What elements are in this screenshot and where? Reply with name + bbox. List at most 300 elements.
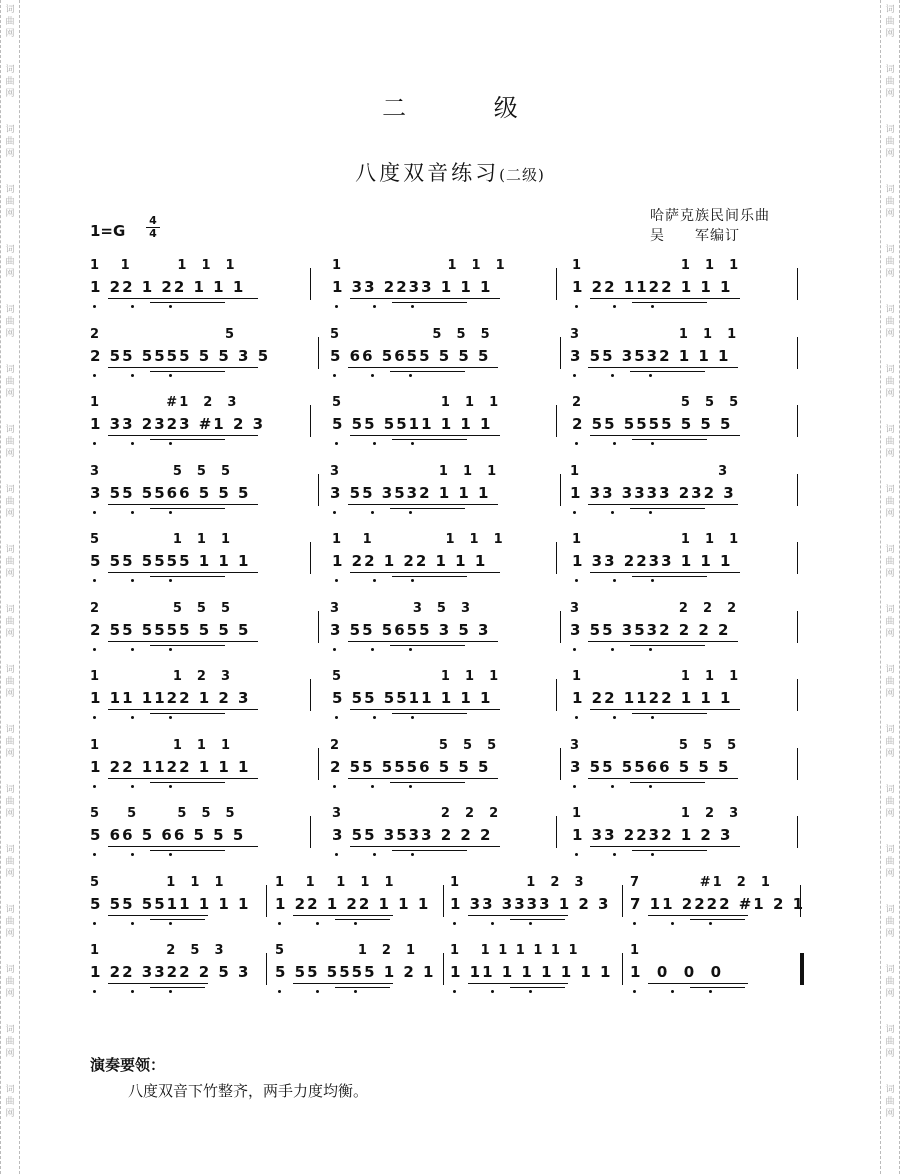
beam-underline-double [632, 576, 707, 577]
watermark-group [1, 300, 19, 360]
upper-octave-notes: 1 1 1 1 1 [332, 532, 505, 547]
barline [797, 748, 798, 780]
watermark-char: 网 [885, 869, 895, 879]
watermark-char: 网 [5, 629, 15, 639]
barline [797, 611, 798, 643]
upper-octave-notes: 5 1 2 1 [275, 943, 418, 958]
watermark-group [1, 960, 19, 1020]
octave-dot [671, 990, 674, 993]
watermark-char: 网 [5, 929, 15, 939]
lower-octave-notes: 3 55 3532 1 1 1 [570, 346, 731, 365]
watermark-char: 词 [5, 365, 15, 375]
barline [310, 268, 311, 300]
octave-dot [573, 648, 576, 651]
lower-octave-notes: 5 66 5655 5 5 5 [330, 346, 491, 365]
watermark-char: 网 [885, 29, 895, 39]
beam-underline [468, 915, 568, 916]
watermark-char: 曲 [885, 557, 895, 567]
watermark-group [881, 660, 899, 720]
octave-dot [573, 511, 576, 514]
watermark-group [1, 660, 19, 720]
watermark-group [881, 1080, 899, 1140]
barline [622, 885, 623, 917]
lower-octave-notes: 1 22 1 22 1 1 1 [90, 278, 246, 296]
barline [310, 679, 311, 711]
barline [797, 542, 798, 574]
beam-underline [468, 983, 568, 984]
watermark-char: 网 [5, 689, 15, 699]
octave-dot [573, 374, 576, 377]
barline [556, 816, 557, 848]
octave-dot [373, 716, 376, 719]
watermark-char: 词 [5, 245, 15, 255]
watermark-char: 曲 [885, 1037, 895, 1047]
octave-dot [278, 990, 281, 993]
watermark-char: 网 [885, 509, 895, 519]
barline [556, 679, 557, 711]
watermark-char: 网 [5, 209, 15, 219]
beam-underline-double [630, 782, 705, 783]
watermark-char: 网 [885, 89, 895, 99]
beam-underline [350, 298, 500, 299]
barline [556, 405, 557, 437]
lower-octave-notes: 3 55 5566 5 5 5 [570, 757, 731, 776]
upper-octave-notes: 2 5 5 5 [572, 395, 741, 410]
watermark-char: 词 [5, 965, 15, 975]
lower-octave-notes: 2 55 5556 5 5 5 [330, 757, 491, 776]
barline [310, 405, 311, 437]
octave-dot [169, 990, 172, 993]
watermark-char: 词 [885, 485, 895, 495]
octave-dot [354, 990, 357, 993]
beam-underline-double [335, 919, 390, 920]
beam-underline-double [632, 439, 707, 440]
beam-underline-double [510, 919, 565, 920]
octave-dot [93, 853, 96, 856]
final-barline [800, 953, 804, 985]
octave-dot [611, 785, 614, 788]
watermark-char: 网 [5, 329, 15, 339]
beam-underline [350, 709, 500, 710]
watermark-char: 曲 [5, 77, 15, 87]
watermark-char: 曲 [885, 257, 895, 267]
beam-underline [350, 435, 500, 436]
octave-dot [371, 374, 374, 377]
beam-underline-double [335, 987, 390, 988]
octave-dot [131, 374, 134, 377]
octave-dot [169, 922, 172, 925]
beam-underline [108, 435, 258, 436]
watermark-char: 网 [5, 509, 15, 519]
watermark-char: 词 [885, 665, 895, 675]
tips-heading: 演奏要领： [90, 1056, 166, 1074]
watermark-char: 词 [5, 605, 15, 615]
watermark-char: 网 [885, 149, 895, 159]
watermark-char: 曲 [885, 1097, 895, 1107]
octave-dot [278, 922, 281, 925]
octave-dot [131, 648, 134, 651]
lower-octave-notes: 3 55 5655 3 5 3 [330, 620, 491, 639]
upper-octave-notes: 1 3 [570, 463, 730, 479]
watermark-char: 曲 [5, 797, 15, 807]
watermark-group [1, 1020, 19, 1080]
watermark-char: 曲 [5, 917, 15, 927]
beam-underline-double [630, 645, 705, 646]
octave-dot [93, 716, 96, 719]
watermark-group [1, 600, 19, 660]
watermark-char: 词 [885, 845, 895, 855]
octave-dot [371, 785, 374, 788]
lower-octave-notes: 1 22 1122 1 1 1 [572, 278, 733, 296]
octave-dot [316, 990, 319, 993]
upper-octave-notes: 5 1 1 1 [90, 532, 233, 547]
watermark-char: 网 [885, 1109, 895, 1119]
arranger-credit: 吴 军编订 [650, 228, 740, 244]
octave-dot [651, 579, 654, 582]
upper-octave-notes: 5 1 1 1 [332, 669, 501, 684]
watermark-char: 网 [5, 749, 15, 759]
beam-underline-double [150, 919, 205, 920]
octave-dot [409, 785, 412, 788]
octave-dot [371, 648, 374, 651]
octave-dot [373, 305, 376, 308]
octave-dot [411, 716, 414, 719]
watermark-char: 曲 [885, 617, 895, 627]
octave-dot [131, 716, 134, 719]
beam-underline-double [392, 850, 467, 851]
lower-octave-notes: 3 55 5566 5 5 5 [90, 483, 251, 502]
lower-octave-notes: 7 11 2222 #1 2 1 [630, 894, 806, 913]
watermark-char: 网 [885, 929, 895, 939]
octave-dot [575, 442, 578, 445]
beam-underline-double [150, 302, 225, 303]
octave-dot [573, 785, 576, 788]
upper-octave-notes: 5 1 1 1 [332, 395, 501, 410]
octave-dot [131, 990, 134, 993]
upper-octave-notes: 1 1 1 1 1 [90, 258, 237, 273]
watermark-char: 词 [5, 305, 15, 315]
watermark-group [881, 840, 899, 900]
upper-octave-notes: 1 1 1 1 [572, 669, 741, 684]
octave-dot [371, 511, 374, 514]
beam-underline-double [392, 302, 467, 303]
barline [310, 542, 311, 574]
upper-octave-notes: 5 5 5 5 5 [90, 806, 237, 821]
octave-dot [411, 579, 414, 582]
watermark-char: 词 [5, 425, 15, 435]
upper-octave-notes: 1 1 2 3 [572, 806, 741, 821]
octave-dot [651, 853, 654, 856]
octave-dot [131, 511, 134, 514]
watermark-char: 网 [885, 989, 895, 999]
beam-underline [348, 641, 498, 642]
watermark-char: 网 [885, 449, 895, 459]
beam-underline-double [690, 987, 745, 988]
watermark-char: 曲 [5, 137, 15, 147]
watermark-char: 词 [5, 185, 15, 195]
time-signature-top: 4 [149, 214, 157, 227]
octave-dot [333, 785, 336, 788]
tips-text: 八度双音下竹整齐，两手力度均衡。 [128, 1082, 369, 1100]
lower-octave-notes: 3 55 3532 2 2 2 [570, 620, 731, 639]
watermark-char: 网 [885, 749, 895, 759]
octave-dot [93, 922, 96, 925]
upper-octave-notes: 1 2 5 3 [90, 943, 226, 958]
watermark-group [881, 0, 899, 60]
watermark-char: 词 [885, 125, 895, 135]
octave-dot [649, 785, 652, 788]
watermark-char: 曲 [5, 317, 15, 327]
lower-octave-notes: 5 66 5 66 5 5 5 [90, 826, 246, 844]
watermark-char: 网 [885, 1049, 895, 1059]
lower-octave-notes: 1 11 1 1 1 1 1 1 [450, 963, 613, 981]
watermark-char: 词 [885, 65, 895, 75]
watermark-char: 曲 [5, 617, 15, 627]
beam-underline-double [390, 782, 465, 783]
beam-underline-double [390, 371, 465, 372]
barline [797, 268, 798, 300]
watermark-char: 网 [5, 89, 15, 99]
upper-octave-notes: 3 2 2 2 [570, 600, 739, 616]
beam-underline [348, 504, 498, 505]
watermark-group [1, 540, 19, 600]
lower-octave-notes: 2 55 5555 5 5 3 5 [90, 346, 271, 365]
barline [556, 268, 557, 300]
watermark-char: 词 [885, 965, 895, 975]
watermark-char: 词 [885, 785, 895, 795]
watermark-char: 曲 [5, 377, 15, 387]
lower-octave-notes: 2 55 5555 5 5 5 [90, 620, 251, 639]
watermark-char: 词 [885, 905, 895, 915]
barline [560, 748, 561, 780]
beam-underline [590, 572, 740, 573]
lower-octave-notes: 1 33 2232 1 2 3 [572, 826, 733, 844]
lower-octave-notes: 1 33 3333 232 3 [570, 483, 736, 502]
barline [797, 405, 798, 437]
watermark-char: 曲 [5, 737, 15, 747]
piece-title-text: 八度双音练习 [355, 161, 500, 185]
octave-dot [651, 716, 654, 719]
octave-dot [613, 853, 616, 856]
watermark-char: 词 [5, 725, 15, 735]
beam-underline-double [150, 987, 205, 988]
octave-dot [613, 716, 616, 719]
time-signature-bottom: 4 [149, 227, 157, 240]
watermark-char: 网 [885, 209, 895, 219]
watermark-char: 网 [5, 1109, 15, 1119]
watermark-char: 词 [5, 665, 15, 675]
octave-dot [409, 648, 412, 651]
upper-octave-notes: 3 5 5 5 [90, 463, 233, 479]
watermark-group [881, 960, 899, 1020]
watermark-char: 词 [5, 1025, 15, 1035]
beam-underline [108, 367, 258, 368]
octave-dot [169, 579, 172, 582]
lower-octave-notes: 1 22 1122 1 1 1 [572, 689, 733, 707]
octave-dot [93, 511, 96, 514]
octave-dot [333, 648, 336, 651]
octave-dot [169, 853, 172, 856]
watermark-char: 网 [885, 629, 895, 639]
beam-underline [590, 435, 740, 436]
lower-octave-notes: 5 55 5511 1 1 1 [90, 894, 251, 913]
lower-octave-notes: 2 55 5555 5 5 5 [572, 415, 733, 433]
watermark-char: 网 [5, 449, 15, 459]
barline [797, 816, 798, 848]
upper-octave-notes: 1 1 1 1 [572, 532, 741, 547]
watermark-char: 词 [5, 545, 15, 555]
beam-underline [350, 846, 500, 847]
beam-underline-double [150, 439, 225, 440]
beam-underline-double [632, 302, 707, 303]
watermark-group [881, 420, 899, 480]
watermark-group [881, 480, 899, 540]
octave-dot [649, 648, 652, 651]
lower-octave-notes: 1 11 1122 1 2 3 [90, 689, 251, 707]
octave-dot [633, 990, 636, 993]
octave-dot [131, 305, 134, 308]
lower-octave-notes: 5 55 5511 1 1 1 [332, 415, 493, 433]
beam-underline [648, 983, 748, 984]
watermark-group [881, 600, 899, 660]
octave-dot [93, 785, 96, 788]
octave-dot [709, 922, 712, 925]
watermark-char: 词 [885, 5, 895, 15]
barline [797, 337, 798, 369]
upper-octave-notes: 1 1 2 3 [450, 874, 586, 890]
watermark-char: 词 [5, 485, 15, 495]
octave-dot [93, 579, 96, 582]
octave-dot [611, 648, 614, 651]
octave-dot [613, 442, 616, 445]
upper-octave-notes: 3 1 1 1 [330, 463, 499, 479]
watermark-char: 词 [5, 125, 15, 135]
upper-octave-notes: 1 1 1 1 1 1 1 [450, 943, 580, 958]
upper-octave-notes: 3 2 2 2 [332, 806, 501, 821]
grade-heading: 二 级 [382, 94, 558, 122]
watermark-char: 曲 [885, 77, 895, 87]
beam-underline-double [390, 645, 465, 646]
upper-octave-notes: 1 1 1 1 [332, 258, 507, 273]
beam-underline-double [392, 713, 467, 714]
octave-dot [93, 442, 96, 445]
octave-dot [649, 511, 652, 514]
watermark-group [881, 300, 899, 360]
octave-dot [453, 922, 456, 925]
octave-dot [411, 853, 414, 856]
watermark-group [1, 900, 19, 960]
watermark-char: 词 [885, 725, 895, 735]
barline [443, 953, 444, 985]
beam-underline [588, 778, 738, 779]
barline [266, 885, 267, 917]
lower-octave-notes: 3 55 3532 1 1 1 [330, 483, 491, 502]
octave-dot [373, 579, 376, 582]
watermark-char: 曲 [885, 317, 895, 327]
watermark-group [881, 540, 899, 600]
octave-dot [335, 853, 338, 856]
beam-underline [590, 709, 740, 710]
beam-underline [588, 504, 738, 505]
watermark-char: 词 [885, 245, 895, 255]
watermark-group [881, 900, 899, 960]
beam-underline [108, 915, 208, 916]
octave-dot [354, 922, 357, 925]
beam-underline [293, 983, 393, 984]
lower-octave-notes: 1 0 0 0 [630, 963, 724, 981]
octave-dot [411, 442, 414, 445]
beam-underline [108, 572, 258, 573]
watermark-char: 词 [885, 545, 895, 555]
watermark-group [1, 1080, 19, 1140]
watermark-group [881, 180, 899, 240]
composer-credit: 哈萨克族民间乐曲 [650, 208, 770, 224]
key-signature: 1=G [90, 222, 126, 240]
beam-underline [108, 983, 208, 984]
octave-dot [491, 990, 494, 993]
octave-dot [333, 374, 336, 377]
beam-underline [108, 298, 258, 299]
watermark-char: 网 [885, 269, 895, 279]
watermark-char: 词 [885, 425, 895, 435]
watermark-group [1, 0, 19, 60]
beam-underline [590, 846, 740, 847]
watermark-char: 网 [5, 389, 15, 399]
octave-dot [575, 305, 578, 308]
beam-underline-double [630, 371, 705, 372]
barline [560, 611, 561, 643]
watermark-char: 曲 [885, 797, 895, 807]
beam-underline-double [150, 508, 225, 509]
barline [560, 337, 561, 369]
beam-underline-double [390, 508, 465, 509]
beam-underline-double [150, 782, 225, 783]
watermark-char: 曲 [885, 977, 895, 987]
beam-underline [348, 778, 498, 779]
watermark-char: 曲 [5, 437, 15, 447]
octave-dot [613, 579, 616, 582]
octave-dot [333, 511, 336, 514]
octave-dot [575, 853, 578, 856]
upper-octave-notes: 2 5 [90, 326, 237, 342]
octave-dot [671, 922, 674, 925]
watermark-char: 词 [5, 65, 15, 75]
watermark-char: 词 [885, 305, 895, 315]
watermark-char: 词 [885, 605, 895, 615]
octave-dot [169, 716, 172, 719]
octave-dot [611, 511, 614, 514]
beam-underline [350, 572, 500, 573]
beam-underline-double [150, 850, 225, 851]
watermark-char: 词 [5, 845, 15, 855]
barline [560, 474, 561, 506]
upper-octave-notes: 1 1 2 3 [90, 669, 233, 684]
watermark-char: 词 [885, 365, 895, 375]
watermark-char: 曲 [5, 17, 15, 27]
watermark-char: 网 [5, 989, 15, 999]
watermark-char: 曲 [885, 377, 895, 387]
octave-dot [651, 442, 654, 445]
barline [797, 474, 798, 506]
beam-underline-double [632, 713, 707, 714]
watermark-char: 曲 [885, 17, 895, 27]
barline [797, 679, 798, 711]
octave-dot [169, 305, 172, 308]
octave-dot [529, 990, 532, 993]
watermark-char: 曲 [5, 257, 15, 267]
octave-dot [651, 305, 654, 308]
watermark-group [881, 1020, 899, 1080]
